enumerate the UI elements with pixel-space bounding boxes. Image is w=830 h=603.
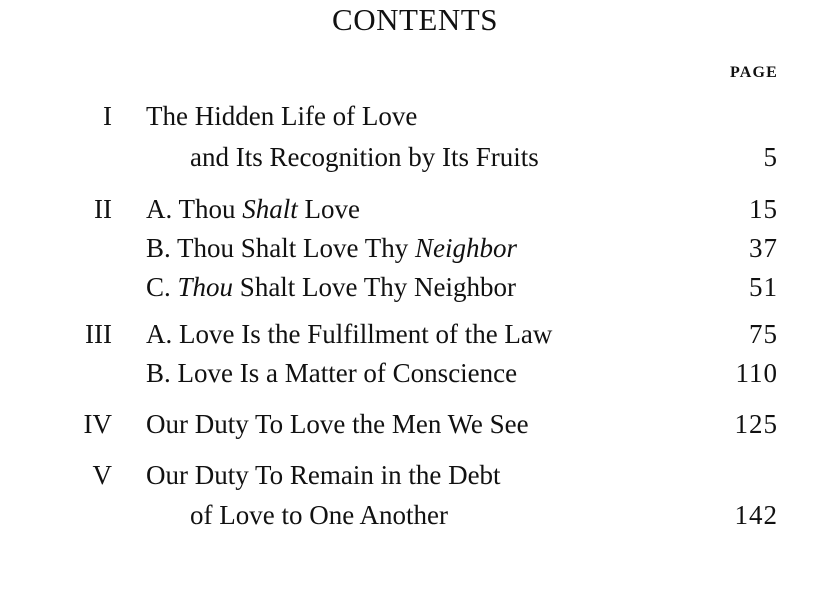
title-emphasis: Thou	[177, 272, 234, 302]
section-title: B. Love Is a Matter of Conscience	[146, 358, 518, 388]
chapter-title-continuation: and Its Recognition by Its Fruits	[190, 142, 539, 172]
section-title	[146, 230, 517, 266]
toc-entry-1-line-1[interactable]	[0, 98, 830, 134]
page-number: 142	[734, 500, 778, 530]
title-prefix: B. Thou Shalt Love Thy	[146, 233, 415, 263]
page-number: 51	[749, 272, 778, 302]
title-suffix: Shalt Love Thy Neighbor	[233, 272, 517, 302]
chapter-numeral: III	[85, 319, 112, 349]
toc-entry-5-line-2[interactable]	[0, 497, 830, 533]
toc-entry-2-line-2[interactable]	[0, 230, 830, 266]
title-emphasis: Neighbor	[415, 233, 518, 263]
chapter-numeral: II	[94, 194, 112, 224]
section-title	[146, 269, 516, 305]
page-number: 125	[734, 409, 778, 439]
toc-entry-3-line-1[interactable]	[0, 316, 830, 352]
page-number: 5	[763, 142, 778, 172]
toc-entry-2-line-3[interactable]	[0, 269, 830, 305]
page-column-header: PAGE	[729, 64, 778, 81]
toc-entry-1-line-2[interactable]	[0, 139, 830, 175]
page-title: CONTENTS	[332, 2, 498, 37]
title-emphasis: Shalt	[242, 194, 298, 224]
chapter-numeral: IV	[83, 409, 112, 439]
page-number: 37	[749, 233, 778, 263]
chapter-title-continuation: of Love to One Another	[190, 500, 448, 530]
section-title	[146, 191, 360, 227]
toc-entry-3-line-2[interactable]	[0, 355, 830, 391]
chapter-numeral: I	[103, 101, 112, 131]
title-suffix: Love	[297, 194, 361, 224]
title-prefix: A. Thou	[146, 194, 243, 224]
page-number: 15	[749, 194, 778, 224]
chapter-numeral: V	[92, 460, 112, 490]
chapter-title: Our Duty To Remain in the Debt	[146, 460, 501, 490]
page-number: 75	[749, 319, 778, 349]
section-title: A. Love Is the Fulfillment of the Law	[146, 319, 553, 349]
page-number: 110	[735, 358, 778, 388]
chapter-title: Our Duty To Love the Men We See	[146, 409, 529, 439]
toc-entry-2-line-1[interactable]	[0, 191, 830, 227]
title-prefix: C.	[146, 272, 178, 302]
toc-entry-5-line-1[interactable]	[0, 457, 830, 493]
toc-entry-4-line-1[interactable]	[0, 406, 830, 442]
chapter-title: The Hidden Life of Love	[146, 101, 418, 131]
